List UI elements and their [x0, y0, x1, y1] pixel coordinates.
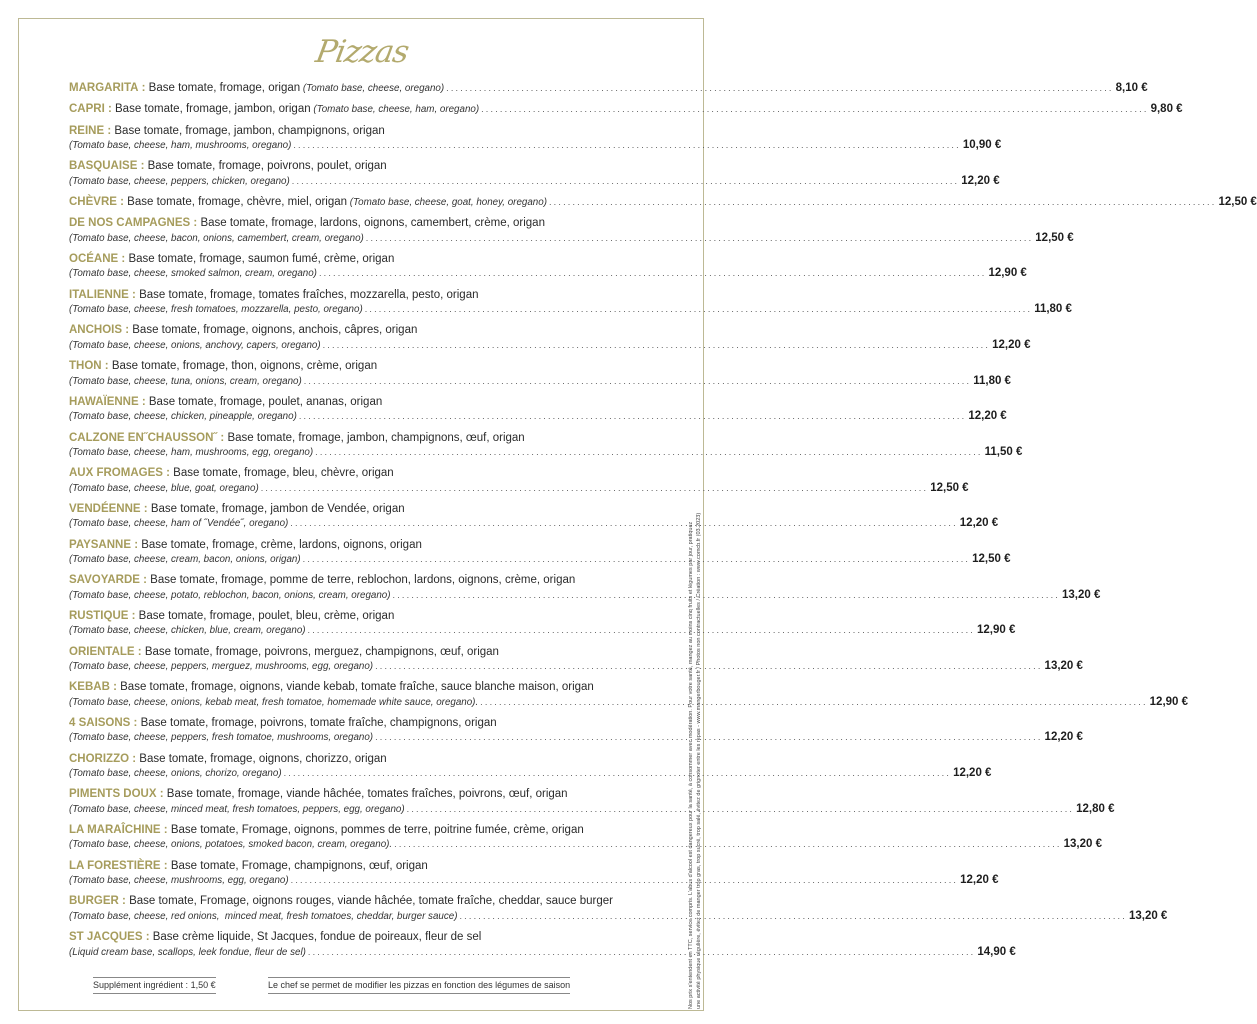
english-ingredients: (Tomato base, cheese, ham, oregano): [313, 104, 480, 116]
name-separator: :: [101, 360, 112, 373]
dot-leader: ..............................................................................................................................................: [364, 304, 1033, 315]
dot-leader: ..............................................................................................................................................: [548, 197, 1217, 208]
french-ingredients: Base tomate, fromage, jambon, origan: [115, 103, 311, 116]
page-title: Pizzas: [312, 34, 412, 70]
menu-item-line: [69, 802, 1115, 816]
dot-leader: ..............................................................................................................................................: [394, 839, 1062, 850]
name-separator: :: [130, 717, 141, 730]
dot-leader: ..............................................................................................................................................: [290, 875, 959, 886]
pizza-name: REINE: [69, 124, 105, 137]
name-separator: :: [137, 160, 148, 173]
legal-line-2: une activité physique régulière, évitez de manger trop gras, trop sucré, trop salé, évitez de grignoter entre les repas - www.mangerbouger.fr / Photos non contractuelles / Création : www.comcb.fr (03.2023): [695, 512, 702, 1009]
menu-item-line: [69, 538, 654, 552]
name-separator: :: [109, 681, 121, 694]
english-ingredients: (Tomato base, cheese, onions, kebab meat, fresh tomatoe, homemade white sauce, oregano).: [69, 696, 479, 708]
french-ingredients: Base tomate, Fromage, oignons rouges, viande hâchée, tomate fraîche, cheddar, sauce burger: [129, 895, 614, 908]
pizza-name: MARGARITA: [69, 82, 139, 94]
french-ingredients: Base tomate, fromage, pomme de terre, reblochon, lardons, oignons, crème, origan: [150, 574, 576, 587]
french-ingredients: Base tomate, fromage, origan: [148, 82, 301, 94]
menu-item: [69, 930, 1016, 959]
pizza-name: ORIENTALE: [69, 645, 135, 658]
french-ingredients: Base tomate, fromage, bleu, chèvre, origan: [173, 467, 394, 480]
menu-item: [69, 288, 1072, 317]
menu-item-line: [69, 252, 654, 266]
english-ingredients: (Tomato base, cheese, goat, honey, oregano): [349, 197, 547, 209]
dot-leader: ..............................................................................................................................................: [291, 175, 960, 186]
name-separator: :: [118, 253, 129, 266]
french-ingredients: Base crème liquide, St Jacques, fondue de poireaux, fleur de sel: [152, 931, 482, 944]
pizza-name: KEBAB: [69, 681, 110, 694]
name-separator: :: [122, 324, 133, 337]
dot-leader: ..............................................................................................................................................: [283, 768, 952, 779]
price: 12,20 €: [959, 517, 999, 530]
pizza-name: AUX FROMAGES: [69, 467, 163, 480]
legal-line-1: Nos prix s'entendent en TTC, service compris. L'abus d'alcool est dangereux pour la santé, à consommer avec modération. Pour votre santé, mangez au moins cinq fruits et légumes par jour, pratiquez: [688, 521, 694, 1009]
english-ingredients: (Tomato base, cheese, onions, potatoes, smoked bacon, cream, oregano).: [69, 839, 393, 851]
price: 12,20 €: [960, 874, 999, 887]
dot-leader: ..............................................................................................................................................: [307, 625, 976, 636]
menu-item: [69, 645, 1083, 674]
menu-item-line: [69, 752, 654, 766]
french-ingredients: Base tomate, fromage, poivrons, merguez, champignons, œuf, origan: [144, 645, 499, 658]
menu-item-line: [69, 645, 654, 659]
english-ingredients: (Liquid cream base, scallops, leek fondue, fleur de sel): [69, 946, 306, 958]
price: 12,80 €: [1076, 802, 1115, 815]
pizza-name: LA FORESTIÈRE: [69, 859, 161, 872]
french-ingredients: Base tomate, fromage, oignons, chorizzo, origan: [139, 752, 387, 765]
name-separator: :: [190, 217, 201, 230]
name-separator: :: [134, 645, 145, 658]
price: 11,50 €: [984, 445, 1023, 458]
price: 12,50 €: [972, 552, 1011, 565]
menu-item-line: [69, 552, 1011, 566]
menu-item: [69, 395, 1007, 424]
menu-item-line: [69, 445, 1023, 459]
english-ingredients: (Tomato base, cheese, ham, mushrooms, egg, oregano): [69, 446, 314, 458]
menu-item-line: [69, 695, 1189, 709]
dot-leader: ..............................................................................................................................................: [406, 803, 1075, 814]
dot-leader: ..............................................................................................................................................: [322, 339, 991, 350]
name-separator: :: [160, 859, 171, 872]
menu-item: [69, 787, 1115, 816]
name-separator: :: [160, 824, 171, 837]
english-ingredients: (Tomato base, cheese, chicken, blue, cream, oregano): [69, 625, 306, 637]
menu-item-line: [69, 374, 1011, 388]
dot-leader: ..............................................................................................................................................: [307, 946, 976, 957]
name-separator: :: [128, 609, 139, 622]
menu-item-line: [69, 588, 1101, 602]
name-separator: :: [118, 895, 130, 908]
price: 13,20 €: [1128, 909, 1168, 922]
dot-leader: ..............................................................................................................................................: [365, 232, 1034, 243]
name-separator: :: [104, 103, 116, 116]
menu-item-line: [69, 323, 654, 337]
pizza-name: BASQUAISE: [69, 160, 138, 173]
menu-item: [69, 359, 1011, 388]
menu-item-line: [69, 909, 1168, 923]
name-separator: :: [116, 196, 128, 209]
english-ingredients: (Tomato base, cheese, chicken, pineapple, oregano): [69, 411, 297, 423]
menu-item-line: [69, 894, 654, 908]
dot-leader: ..............................................................................................................................................: [303, 375, 972, 386]
english-ingredients: (Tomato base, cheese, bacon, onions, camembert, cream, oregano): [69, 232, 364, 244]
french-ingredients: Base tomate, fromage, viande hâchée, tomates fraîches, poivrons, œuf, origan: [166, 788, 568, 801]
name-separator: :: [131, 538, 142, 551]
menu-item-line: [69, 302, 1072, 316]
menu-item-line: [69, 837, 1102, 851]
menu-item-line: [69, 787, 654, 801]
pizza-name: CHÈVRE: [69, 196, 117, 209]
menu-item-line: [69, 359, 654, 373]
pizza-name: ITALIENNE: [69, 288, 129, 301]
price: 12,20 €: [992, 338, 1031, 351]
french-ingredients: Base tomate, fromage, jambon, champignons, œuf, origan: [227, 431, 525, 444]
menu-item: [69, 159, 1000, 188]
price: 10,90 €: [962, 139, 1002, 152]
price: 13,20 €: [1063, 838, 1102, 851]
menu-item-line: [69, 231, 1074, 245]
menu-item-line: [69, 124, 654, 138]
chef-note: Le chef se permet de modifier les pizzas en fonction des légumes de saison: [268, 977, 570, 994]
name-separator: :: [156, 788, 167, 801]
menu-item: [69, 124, 1002, 153]
menu-item-line: [69, 516, 999, 530]
price: 12,50 €: [930, 481, 969, 494]
menu-item-line: [69, 945, 1016, 959]
dot-leader: ..............................................................................................................................................: [375, 661, 1043, 671]
price: 12,50 €: [1035, 231, 1074, 244]
menu-item-line: [69, 716, 654, 730]
pizza-name: PIMENTS DOUX: [69, 788, 157, 801]
english-ingredients: (Tomato base, cheese, fresh tomatoes, mozzarella, pesto, oregano): [69, 304, 363, 316]
french-ingredients: Base tomate, fromage, thon, oignons, crème, origan: [111, 360, 378, 373]
pizza-name: BURGER: [69, 895, 119, 908]
pizza-name: CAPRI: [69, 103, 105, 116]
french-ingredients: Base tomate, fromage, poivrons, poulet, origan: [147, 160, 387, 173]
french-ingredients: Base tomate, Fromage, champignons, œuf, origan: [170, 859, 428, 872]
menu-item-line: [69, 159, 654, 173]
english-ingredients: (Tomato base, cheese, cream, bacon, onions, origan): [69, 553, 301, 565]
menu-item-line: [69, 766, 992, 780]
price: 11,80 €: [1034, 303, 1072, 316]
menu-item-line: [69, 659, 1083, 673]
english-ingredients: (Tomato base, cheese, peppers, fresh tomatoe, mushrooms, oregano): [69, 732, 374, 744]
english-ingredients: (Tomato base, cheese, peppers, chicken, oregano): [69, 175, 290, 187]
menu-item: [69, 252, 1027, 281]
menu-item: [69, 81, 1148, 95]
menu-item-line: [69, 138, 1002, 152]
dot-leader: ..............................................................................................................................................: [293, 140, 961, 151]
menu-item-line: [69, 481, 969, 495]
price: 12,90 €: [977, 624, 1016, 637]
dot-leader: ..............................................................................................................................................: [392, 589, 1060, 600]
menu-item: [69, 716, 1083, 745]
french-ingredients: Base tomate, fromage, jambon, champignons, origan: [114, 124, 385, 137]
name-separator: :: [217, 431, 228, 444]
name-separator: :: [140, 502, 151, 515]
dot-leader: ..............................................................................................................................................: [318, 268, 987, 279]
menu-item: [69, 502, 999, 531]
price: 12,90 €: [1149, 695, 1189, 708]
price: 12,20 €: [961, 174, 1000, 187]
pizza-name: ST JACQUES: [69, 931, 143, 944]
menu-item-line: [69, 338, 1031, 352]
pizza-name: SAVOYARDE: [69, 574, 140, 587]
menu-item: [69, 609, 1016, 638]
french-ingredients: Base tomate, fromage, oignons, anchois, câpres, origan: [132, 324, 418, 337]
menu-item-line: [69, 502, 654, 516]
pizza-name: LA MARAÎCHINE: [69, 824, 161, 837]
english-ingredients: (Tomato base, cheese, ham, mushrooms, oregano): [69, 140, 292, 152]
menu-item: [69, 859, 999, 888]
english-ingredients: (Tomato base, cheese, smoked salmon, cream, oregano): [69, 268, 317, 280]
english-ingredients: (Tomato base, cheese, red onions, minced meat, fresh tomatoes, cheddar, burger sauce): [69, 910, 458, 922]
pizza-name: CHORIZZO: [69, 752, 130, 765]
pizza-name: THON: [69, 360, 102, 373]
french-ingredients: Base tomate, fromage, jambon de Vendée, origan: [150, 502, 405, 515]
price: 11,80 €: [973, 374, 1011, 387]
menu-item-line: [69, 81, 1148, 95]
name-separator: :: [162, 467, 174, 480]
pizza-name: OCÉANE: [69, 253, 119, 266]
menu-item: [69, 538, 1011, 567]
name-separator: :: [142, 931, 153, 944]
english-ingredients: (Tomato base, cheese, onions, chorizo, oregano): [69, 768, 282, 780]
french-ingredients: Base tomate, fromage, saumon fumé, crème, origan: [128, 253, 395, 266]
menu-item: [69, 894, 1168, 923]
menu-item: [69, 823, 1102, 852]
menu-item-line: [69, 466, 654, 480]
name-separator: :: [104, 124, 115, 137]
menu-item: [69, 431, 1023, 460]
price: 13,20 €: [1044, 660, 1083, 672]
english-ingredients: (Tomato base, cheese, mushrooms, egg, oregano): [69, 875, 289, 887]
menu-item-line: [69, 930, 654, 944]
price: 8,10 €: [1115, 82, 1148, 94]
legal-notice: [688, 485, 704, 1009]
french-ingredients: Base tomate, fromage, crème, lardons, oignons, origan: [141, 538, 422, 551]
pizza-name: RUSTIQUE: [69, 609, 129, 622]
menu-item-line: [69, 266, 1027, 280]
menu-item: [69, 216, 1074, 245]
menu-item: [69, 752, 992, 781]
name-separator: :: [139, 574, 151, 587]
dot-leader: ..............................................................................................................................................: [315, 446, 983, 457]
pizza-name: CALZONE EN˝CHAUSSON˝: [69, 431, 218, 444]
name-separator: :: [138, 395, 149, 408]
menu-item-line: [69, 395, 654, 409]
menu-item-line: [69, 216, 654, 230]
menu-item-line: [69, 823, 654, 837]
french-ingredients: Base tomate, fromage, chèvre, miel, origan: [127, 196, 348, 209]
menu-item: [69, 102, 1183, 116]
menu-item: [69, 466, 969, 495]
pizza-name: PAYSANNE: [69, 538, 131, 551]
dot-leader: ..............................................................................................................................................: [459, 910, 1127, 921]
menu-item-line: [69, 431, 654, 445]
price: 12,50 €: [1218, 196, 1257, 209]
dot-leader: ..............................................................................................................................................: [260, 482, 929, 493]
french-ingredients: Base tomate, fromage, lardons, oignons, camembert, crème, origan: [200, 217, 545, 230]
name-separator: :: [138, 82, 149, 94]
dot-leader: ..............................................................................................................................................: [481, 104, 1149, 115]
pizza-name: ANCHOIS: [69, 324, 123, 337]
english-ingredients: (Tomato base, cheese, ham of ˝Vendée˝, oregano): [69, 518, 289, 530]
french-ingredients: Base tomate, fromage, tomates fraîches, mozzarella, pesto, origan: [139, 288, 479, 301]
menu-item-line: [69, 288, 654, 302]
french-ingredients: Base tomate, fromage, poulet, ananas, origan: [148, 395, 383, 408]
menu-item-line: [69, 102, 1183, 116]
english-ingredients: (Tomato base, cheese, potato, reblochon, bacon, onions, cream, oregano): [69, 589, 391, 601]
english-ingredients: (Tomato base, cheese, blue, goat, oregano): [69, 482, 259, 494]
menu-item-line: [69, 174, 1000, 188]
menu-item-line: [69, 195, 1257, 209]
menu-item-line: [69, 623, 1016, 637]
menu-item-line: [69, 730, 1083, 744]
dot-leader: ..............................................................................................................................................: [375, 732, 1043, 743]
menu-item: [69, 680, 1189, 709]
menu-item-line: [69, 409, 1007, 423]
name-separator: :: [128, 288, 140, 301]
price: 12,90 €: [988, 267, 1027, 280]
pizza-name: HAWAÏENNE: [69, 395, 139, 408]
english-ingredients: (Tomato base, cheese, oregano): [302, 83, 445, 94]
menu-item: [69, 323, 1031, 352]
menu-item-line: [69, 859, 654, 873]
price: 13,20 €: [1062, 588, 1101, 601]
dot-leader: ..............................................................................................................................................: [446, 83, 1114, 93]
english-ingredients: (Tomato base, cheese, peppers, merguez, mushrooms, egg, oregano): [69, 661, 374, 672]
supplement-note: Supplément ingrédient : 1,50 €: [93, 977, 216, 994]
dot-leader: ..............................................................................................................................................: [302, 553, 971, 564]
price: 14,90 €: [977, 945, 1016, 958]
french-ingredients: Base tomate, fromage, poivrons, tomate fraîche, champignons, origan: [140, 717, 497, 730]
french-ingredients: Base tomate, fromage, poulet, bleu, crème, origan: [138, 609, 395, 622]
pizza-name: VENDÉENNE: [69, 502, 141, 515]
price: 12,20 €: [953, 767, 992, 780]
menu-item-line: [69, 873, 999, 887]
menu-item-line: [69, 609, 654, 623]
menu-item: [69, 573, 1101, 602]
menu-item: [69, 195, 1257, 209]
english-ingredients: (Tomato base, cheese, minced meat, fresh tomatoes, peppers, egg, oregano): [69, 803, 405, 815]
name-separator: :: [129, 752, 140, 765]
french-ingredients: Base tomate, fromage, oignons, viande kebab, tomate fraîche, sauce blanche maison, origan: [120, 681, 594, 694]
dot-leader: ..............................................................................................................................................: [290, 518, 958, 529]
french-ingredients: Base tomate, Fromage, oignons, pommes de terre, poitrine fumée, crème, origan: [170, 824, 584, 837]
menu-item-line: [69, 573, 654, 587]
price: 9,80 €: [1150, 103, 1183, 116]
pizza-name: DE NOS CAMPAGNES: [69, 217, 191, 230]
price: 12,20 €: [968, 410, 1007, 423]
english-ingredients: (Tomato base, cheese, onions, anchovy, capers, oregano): [69, 339, 321, 351]
price: 12,20 €: [1044, 731, 1083, 744]
menu-item-line: [69, 680, 654, 694]
dot-leader: ..............................................................................................................................................: [480, 696, 1148, 707]
dot-leader: ..............................................................................................................................................: [298, 411, 967, 422]
english-ingredients: (Tomato base, cheese, tuna, onions, cream, oregano): [69, 375, 302, 387]
pizza-name: 4 SAISONS: [69, 717, 131, 730]
